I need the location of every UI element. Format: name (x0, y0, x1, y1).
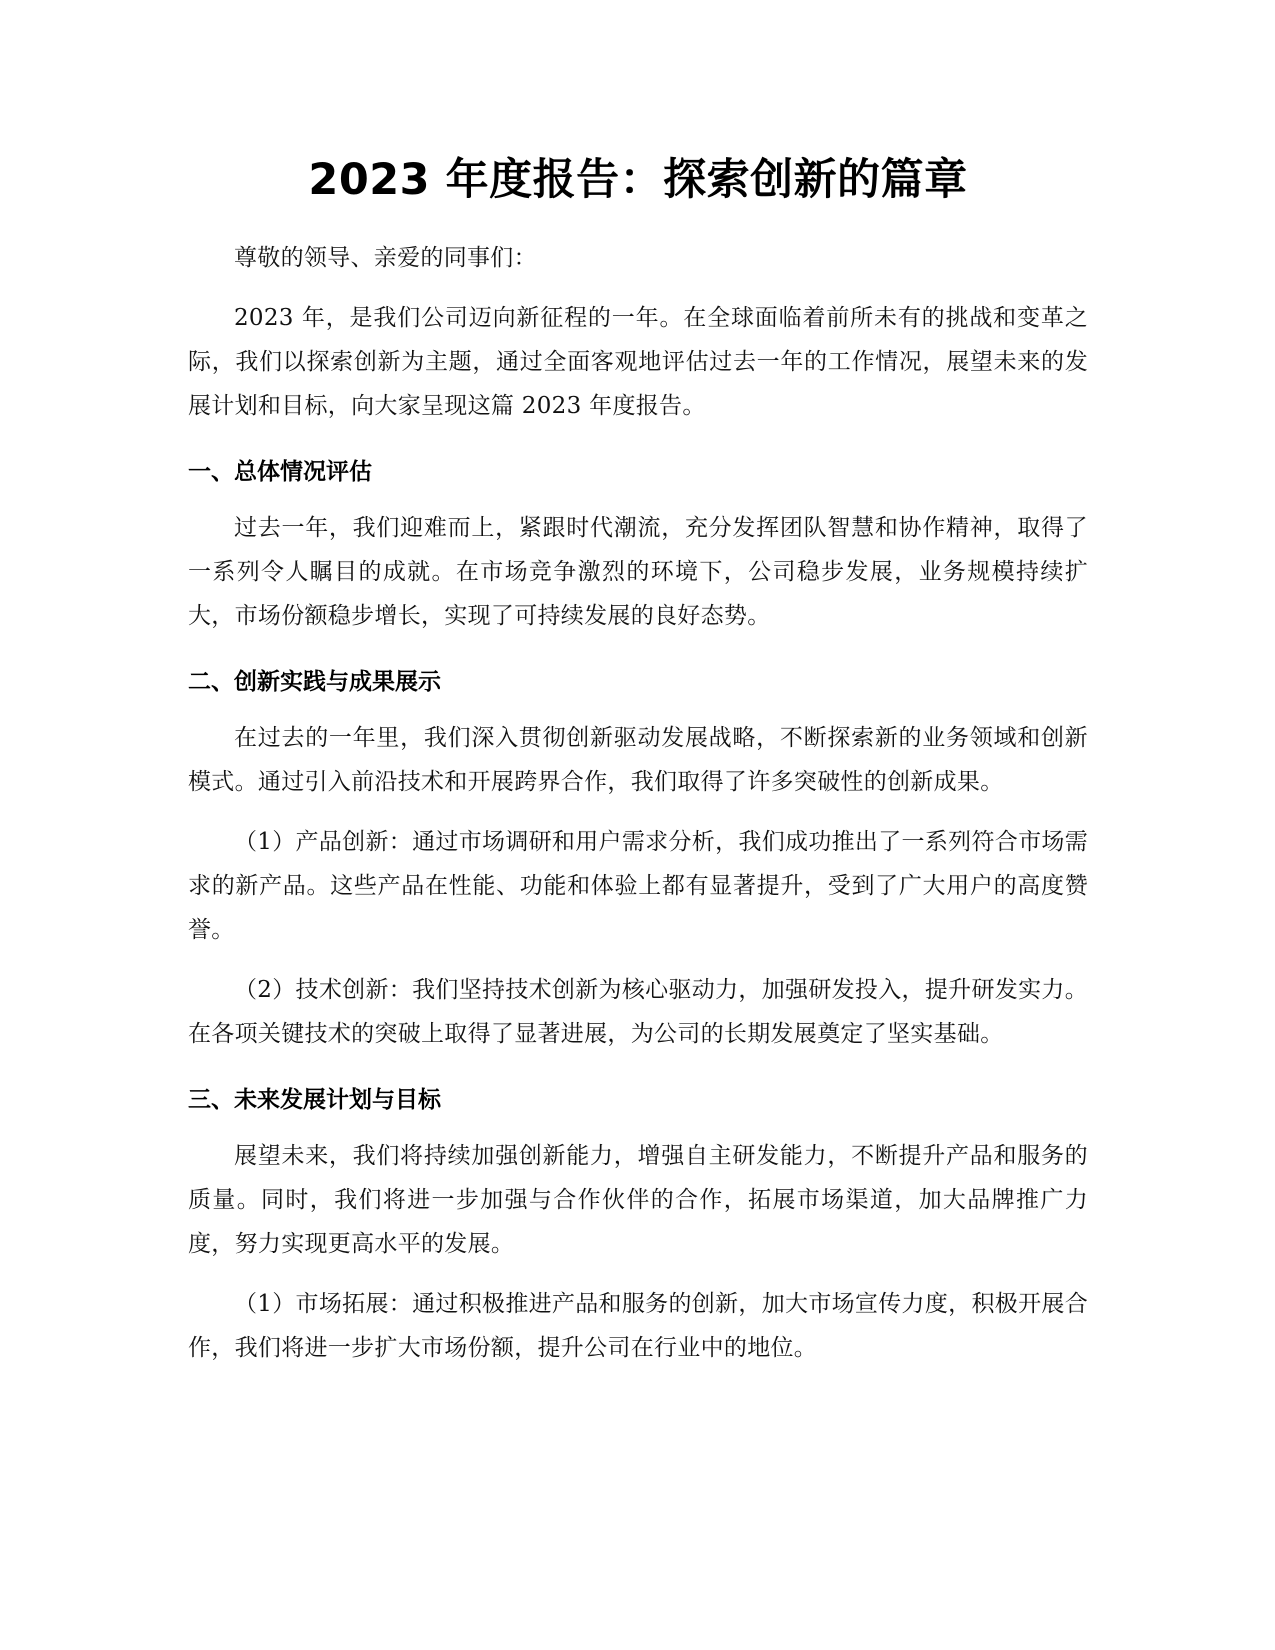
intro-paragraph: 2023 年，是我们公司迈向新征程的一年。在全球面临着前所未有的挑战和变革之际，我们以探索创新为主题，通过全面客观地评估过去一年的工作情况，展望未来的发展计划和目标，向大家呈现这篇 2023 年度报告。 (188, 305, 1088, 419)
section-heading-innovation-practice: 二、创新实践与成果展示 (188, 669, 441, 695)
section-paragraph: 展望未来，我们将持续加强创新能力，增强自主研发能力，不断提升产品和服务的质量。同时，我们将进一步加强与合作伙伴的合作，拓展市场渠道，加大品牌推广力度，努力实现更高水平的发展。 (188, 1143, 1088, 1257)
section-heading-future-plan: 三、未来发展计划与目标 (188, 1087, 441, 1113)
section-paragraph: 过去一年，我们迎难而上，紧跟时代潮流，充分发挥团队智慧和协作精神，取得了一系列令人瞩目的成就。在市场竞争激烈的环境下，公司稳步发展，业务规模持续扩大，市场份额稳步增长，实现了可持续发展的良好态势。 (188, 515, 1088, 629)
document-body (188, 150, 1088, 1370)
salutation: 尊敬的领导、亲爱的同事们： (234, 245, 537, 271)
section-paragraph-product-innovation: （1）产品创新：通过市场调研和用户需求分析，我们成功推出了一系列符合市场需求的新产品。这些产品在性能、功能和体验上都有显著提升，受到了广大用户的高度赞誉。 (188, 829, 1088, 943)
section-paragraph: 在过去的一年里，我们深入贯彻创新驱动发展战略，不断探索新的业务领域和创新模式。通过引入前沿技术和开展跨界合作，我们取得了许多突破性的创新成果。 (188, 725, 1088, 795)
document-title: 2023 年度报告：探索创新的篇章 (308, 155, 968, 205)
section-heading-overall-assessment: 一、总体情况评估 (188, 459, 372, 485)
section-paragraph-technology-innovation: （2）技术创新：我们坚持技术创新为核心驱动力，加强研发投入，提升研发实力。在各项关键技术的突破上取得了显著进展，为公司的长期发展奠定了坚实基础。 (188, 977, 1088, 1047)
section-paragraph-market-expansion: （1）市场拓展：通过积极推进产品和服务的创新，加大市场宣传力度，积极开展合作，我们将进一步扩大市场份额，提升公司在行业中的地位。 (188, 1291, 1088, 1361)
